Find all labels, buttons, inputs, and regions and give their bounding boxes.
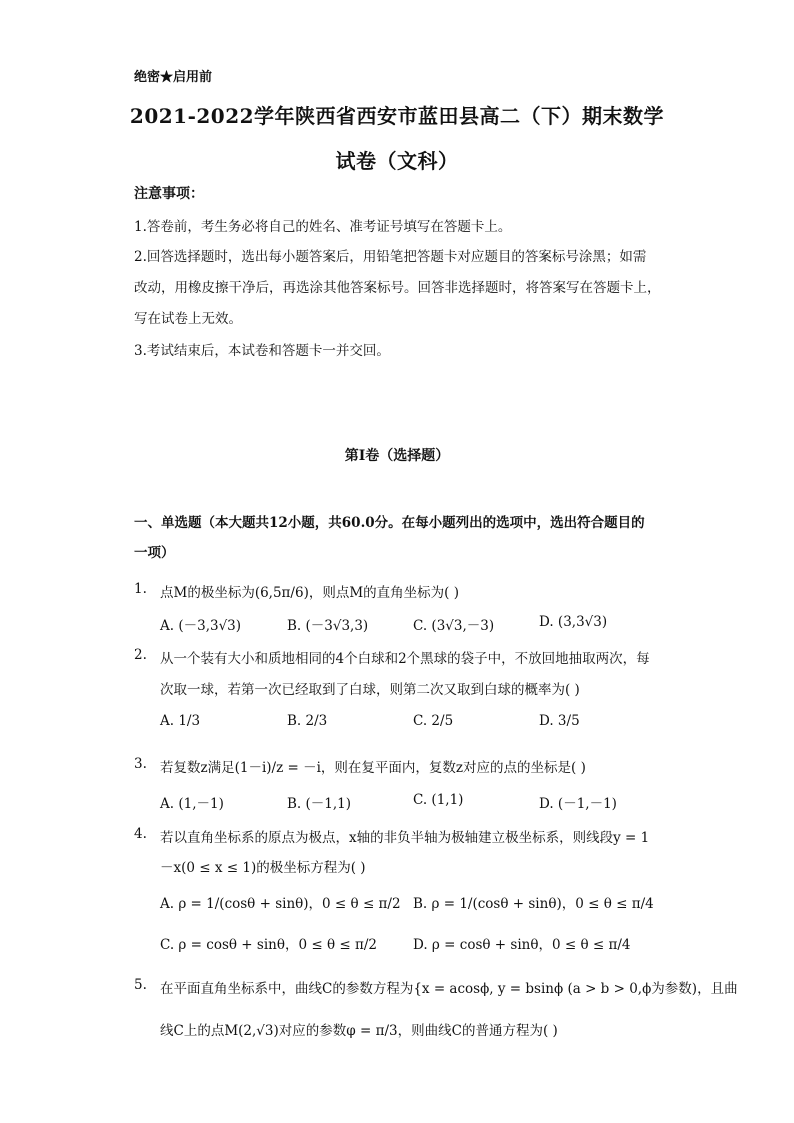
q2-option-d: D. 3/5 xyxy=(539,713,580,729)
question-2-line1: 从一个装有大小和质地相同的4个白球和2个黑球的袋子中，不放回地抽取两次，每 xyxy=(160,651,650,667)
notice-item-2-line3: 写在试卷上无效。 xyxy=(134,311,242,327)
question-5-line1: 在平面直角坐标系中，曲线C的参数方程为{x = acosϕ, y = bsinϕ (a > b > 0,ϕ为参数)，且曲 xyxy=(160,981,738,997)
question-number: 1. xyxy=(134,581,147,597)
question-number: 3. xyxy=(134,756,147,772)
q3-option-d: D. (－1,－1) xyxy=(539,796,617,812)
notice-item-1: 1.答卷前，考生务必将自己的姓名、准考证号填写在答题卡上。 xyxy=(134,219,512,235)
q1-option-a: A. (－3,3√3) xyxy=(160,618,242,634)
page-title-line2: 试卷（文科） xyxy=(335,149,459,173)
notice-item-2-line2: 改动，用橡皮擦干净后，再选涂其他答案标号。回答非选择题时，将答案写在答题卡上， xyxy=(134,280,661,296)
question-5-line2: 线C上的点M(2,√3)对应的参数φ = π/3，则曲线C的普通方程为( ) xyxy=(160,1023,558,1039)
question-1-text: 点M的极坐标为(6,5π/6)，则点M的直角坐标为( ) xyxy=(160,585,459,601)
question-3-text: 若复数z满足(1－i)/z = －i，则在复平面内，复数z对应的点的坐标是( ) xyxy=(160,760,586,776)
q2-option-b: B. 2/3 xyxy=(287,713,328,729)
q1-option-c: C. (3√3,－3) xyxy=(413,618,495,634)
section-title: 第I卷（选择题） xyxy=(344,448,450,464)
question-2-line2: 次取一球，若第一次已经取到了白球，则第二次又取到白球的概率为( ) xyxy=(160,682,580,698)
page-title: 2021-2022学年陕西省西安市蓝田县高二（下）期末数学 xyxy=(129,104,665,128)
question-number: 2. xyxy=(134,647,147,663)
notice-item-2-line1: 2.回答选择题时，选出每小题答案后，用铅笔把答题卡对应题目的答案标号涂黑；如需 xyxy=(134,249,647,265)
question-4-line1: 若以直角坐标系的原点为极点，x轴的非负半轴为极轴建立极坐标系，则线段y = 1 xyxy=(160,830,650,846)
notice-heading: 注意事项： xyxy=(134,186,204,202)
confidential-label: 绝密★启用前 xyxy=(134,70,213,85)
q4-option-c: C. ρ = cosθ + sinθ，0 ≤ θ ≤ π/2 xyxy=(160,937,377,953)
q3-option-a: A. (1,－1) xyxy=(160,796,224,812)
question-number: 5. xyxy=(134,977,147,993)
q3-option-b: B. (－1,1) xyxy=(287,796,352,812)
part-heading-line2: 一项） xyxy=(134,545,175,561)
part-heading-line1: 一、单选题（本大题共12小题，共60.0分。在每小题列出的选项中，选出符合题目的 xyxy=(134,515,645,531)
question-number: 4. xyxy=(134,826,147,842)
q3-option-c: C. (1,1) xyxy=(413,792,464,808)
q1-option-d: D. (3,3√3) xyxy=(539,614,608,630)
q4-option-a: A. ρ = 1/(cosθ + sinθ)，0 ≤ θ ≤ π/2 xyxy=(160,896,401,912)
notice-item-3: 3.考试结束后，本试卷和答题卡一并交回。 xyxy=(134,343,390,359)
question-4-line2: －x(0 ≤ x ≤ 1)的极坐标方程为( ) xyxy=(160,860,366,876)
q2-option-a: A. 1/3 xyxy=(160,713,201,729)
q2-option-c: C. 2/5 xyxy=(413,713,454,729)
q4-option-d: D. ρ = cosθ + sinθ，0 ≤ θ ≤ π/4 xyxy=(413,937,631,953)
q4-option-b: B. ρ = 1/(cosθ + sinθ)，0 ≤ θ ≤ π/4 xyxy=(413,896,654,912)
q1-option-b: B. (－3√3,3) xyxy=(287,618,369,634)
